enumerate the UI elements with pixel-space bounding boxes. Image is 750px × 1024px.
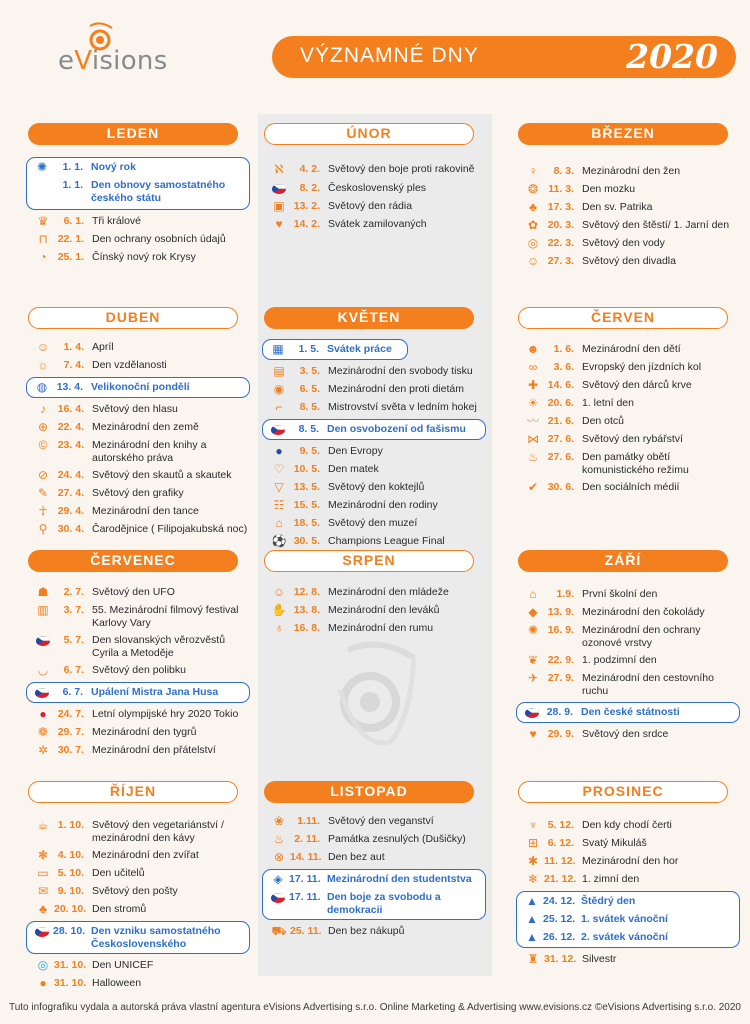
list-item: ◎ 22. 3. Světový den vody <box>512 237 746 250</box>
month-header: ÚNOR <box>264 123 474 145</box>
list-item: ♣ 20. 10. Den stromů <box>22 903 256 916</box>
list-item: 5. 7. Den slovanských věrozvěstů Cyrila a Metoděje <box>22 634 256 659</box>
hand-icon: ✋ <box>271 603 287 617</box>
snowflake-icon: ❄ <box>527 872 539 886</box>
month-brezen <box>512 123 746 273</box>
highlight-group <box>262 419 486 440</box>
list-item: ♣ 17. 3. Den sv. Patrika <box>512 201 746 214</box>
japan-flag-icon: ● <box>39 707 47 721</box>
bulb-icon: ☼ <box>37 358 49 372</box>
list-item: ⊓ 22. 1. Den ochrany osobních údajů <box>22 233 256 246</box>
flower-icon: ✿ <box>527 218 539 232</box>
chocolate-icon: ◆ <box>528 605 538 619</box>
eu-icon: ● <box>275 444 283 458</box>
theatre-icon: ☺ <box>526 254 540 268</box>
list-item: ❃ 4. 10. Mezinárodní den zvířat <box>22 849 256 862</box>
list-item: ⚲ 30. 4. Čarodějnice ( Filipojakubská noc) <box>22 523 256 536</box>
highlight-group <box>516 891 740 948</box>
month-header: LEDEN <box>28 123 238 145</box>
list-item: ● 24. 7. Letní olympijské hry 2020 Tokio <box>22 708 256 721</box>
list-item: ♨ 27. 6. Den památky obětí komunistického režimu <box>512 451 746 476</box>
list-item: ♥ 14. 2. Svátek zamilovaných <box>258 218 492 231</box>
copyright-icon: © <box>38 438 48 452</box>
lock-icon: ⊓ <box>38 232 48 246</box>
list-item: ♨ 2. 11. Památka zesnulých (Dušičky) <box>258 833 492 846</box>
list-item: ● 31. 10. Halloween <box>22 977 256 990</box>
month-zari <box>512 550 746 746</box>
coffee-icon: ☕ <box>37 818 49 832</box>
mic-icon: ♪ <box>40 402 46 416</box>
list-item: ⌂ 1.9. První školní den <box>512 588 746 601</box>
month-listopad <box>258 781 492 943</box>
cocktail-icon: ▽ <box>274 480 284 494</box>
month-srpen <box>258 550 492 640</box>
highlight-group <box>516 702 740 723</box>
list-item: ▦ 1. 5. Svátek práce <box>263 343 407 356</box>
logo-text: eVisions <box>58 46 168 76</box>
list-item: ☺ 27. 3. Světový den divadla <box>512 255 746 268</box>
list-item: ☷ 15. 5. Mezinárodní den rodiny <box>258 499 492 512</box>
highlight-group <box>26 377 250 398</box>
list-item: ☥ 29. 4. Mezinárodní den tance <box>22 505 256 518</box>
list-item: ▲ 26. 12. 2. svátek vánoční <box>517 931 739 944</box>
list-item: ◍ 13. 4. Velikonoční pondělí <box>27 381 249 394</box>
list-item: ⚽ 30. 5. Champions League Final <box>258 535 492 548</box>
newspaper-icon: ▤ <box>273 364 285 378</box>
flag-icon <box>267 891 289 904</box>
brain-icon: ❂ <box>527 182 539 196</box>
candle-icon: ♨ <box>527 450 539 464</box>
footer-copyright: Tuto infografiku vydala a autorská práva vlastní agentura eVisions Advertising s.r.o. Online Marketing & Advertising www.evisions.cz ©eVisions Advertising s.r.o. 2020 <box>8 1002 741 1013</box>
list-item: ❦ 22. 9. 1. podzimní den <box>512 654 746 667</box>
vegan-icon: ❀ <box>273 814 285 828</box>
paw-icon: ❃ <box>37 848 49 862</box>
year-label: 2020 <box>626 37 718 76</box>
month-header: ŘÍJEN <box>28 781 238 803</box>
list-item: ☗ 2. 7. Světový den UFO <box>22 586 256 599</box>
list-item: 1. 1. Den obnovy samostatného českého státu <box>62 179 226 204</box>
flag-icon <box>31 925 53 938</box>
calendar-icon: ▦ <box>272 342 284 356</box>
list-item: ▲ 25. 12. 1. svátek vánoční <box>517 913 739 926</box>
list-item: ✚ 14. 6. Světový den dárců krve <box>512 379 746 392</box>
list-item: 〰 21. 6. Den otců <box>512 415 746 428</box>
list-item: ♀ 8. 3. Mezinárodní den žen <box>512 165 746 178</box>
list-item: ⊕ 22. 4. Mezinárodní den země <box>22 421 256 434</box>
month-prosinec <box>512 781 746 971</box>
candle-icon: ♨ <box>273 832 285 846</box>
flag-icon <box>267 423 289 436</box>
list-item: ♁ 16. 8. Mezinárodní den rumu <box>258 622 492 635</box>
list-item: ☕ 1. 10. Světový den vegetariánství / mezinárodní den kávy <box>22 819 256 844</box>
list-item: ◔ 25. 1. Čínský nový rok Krysy <box>22 251 256 264</box>
list-item: ⊘ 24. 4. Světový den skautů a skautek <box>22 469 256 482</box>
list-item: 8. 5. Den osvobození od fašismu <box>263 423 485 436</box>
month-duben <box>22 307 256 541</box>
list-item: ▣ 13. 2. Světový den rádia <box>258 200 492 213</box>
watermark-logo-icon <box>330 640 420 750</box>
hockey-icon: ⌐ <box>275 400 283 414</box>
evisions-logo <box>58 22 198 78</box>
smile-icon: ☺ <box>36 340 50 354</box>
list-item: 6. 7. Upálení Mistra Jana Husa <box>27 686 249 699</box>
list-item: ☀ 20. 6. 1. letní den <box>512 397 746 410</box>
month-header: ZÁŘÍ <box>518 550 728 572</box>
crown-icon: ♛ <box>37 214 49 228</box>
list-item: ◆ 13. 9. Mezinárodní den čokolády <box>512 606 746 619</box>
rat-icon: ◔ <box>39 250 47 264</box>
month-rijen <box>22 781 256 995</box>
tiger-icon: ❁ <box>37 725 49 739</box>
list-item: ✺ 1. 1. Nový rok <box>27 161 249 174</box>
list-item: ✱ 11. 12. Mezinárodní den hor <box>512 855 746 868</box>
list-item: ❂ 11. 3. Den mozku <box>512 183 746 196</box>
page-title: VÝZNAMNÉ DNY <box>300 44 479 67</box>
list-item: ✔ 30. 6. Den sociálních médií <box>512 481 746 494</box>
list-item: ♡ 10. 5. Den matek <box>258 463 492 476</box>
school-icon: ⌂ <box>529 587 537 601</box>
flag-icon <box>268 182 290 195</box>
tree-icon: ♣ <box>39 902 47 916</box>
flag-icon <box>31 686 53 699</box>
list-item: ☻ 1. 6. Mezinárodní den dětí <box>512 343 746 356</box>
dancer-icon: ☥ <box>38 504 48 518</box>
car-icon: ⊗ <box>273 850 285 864</box>
list-item: ℵ 4. 2. Světový den boje proti rakovině <box>258 163 492 176</box>
month-header: SRPEN <box>264 550 474 572</box>
month-leden <box>22 123 256 269</box>
gift-icon: ⊞ <box>527 836 539 850</box>
lips-icon: ◡ <box>37 663 49 677</box>
list-item: ❄ 21. 12. 1. zimní den <box>512 873 746 886</box>
friends-icon: ✲ <box>37 743 49 757</box>
month-header: BŘEZEN <box>518 123 728 145</box>
pen-icon: ✎ <box>37 486 49 500</box>
xmas-tree-icon: ▲ <box>526 894 538 908</box>
list-item: ▤ 3. 5. Mezinárodní den svobody tisku <box>258 365 492 378</box>
list-item: ♆ 5. 12. Den kdy chodí čerti <box>512 819 746 832</box>
cart-icon: ⛟ <box>271 924 287 938</box>
heart-icon: ♥ <box>275 217 283 231</box>
witch-icon: ⚲ <box>38 522 48 536</box>
list-item: 17. 11. Den boje za svobodu a demokracii <box>263 891 485 916</box>
museum-icon: ⌂ <box>275 516 283 530</box>
list-item: ⊗ 14. 11. Den bez aut <box>258 851 492 864</box>
like-icon: ✔ <box>527 480 539 494</box>
list-item: ◎ 31. 10. Den UNICEF <box>22 959 256 972</box>
graduate-icon: ◈ <box>273 872 283 886</box>
pumpkin-icon: ● <box>39 976 47 990</box>
plane-icon: ✈ <box>527 671 539 685</box>
xmas-tree-icon: ▲ <box>526 930 538 944</box>
film-icon: ▥ <box>37 603 49 617</box>
list-item: ⊞ 6. 12. Svatý Mikuláš <box>512 837 746 850</box>
list-item: ✲ 30. 7. Mezinárodní den přátelství <box>22 744 256 757</box>
list-item: ▲ 24. 12. Štědrý den <box>517 895 739 908</box>
highlight-group <box>26 682 250 703</box>
list-item: ● 9. 5. Den Evropy <box>258 445 492 458</box>
list-item: © 23. 4. Mezinárodní den knihy a autorského práva <box>22 439 256 464</box>
family-icon: ☷ <box>273 498 285 512</box>
list-item: ❁ 29. 7. Mezinárodní den tygrů <box>22 726 256 739</box>
devil-icon: ♆ <box>528 818 538 832</box>
list-item: ✉ 9. 10. Světový den pošty <box>22 885 256 898</box>
list-item: ◈ 17. 11. Mezinárodní den studentstva <box>263 873 485 886</box>
month-header: PROSINEC <box>518 781 728 803</box>
highlight-group <box>262 869 486 920</box>
list-item: ⛟ 25. 11. Den bez nákupů <box>258 925 492 938</box>
month-header: ČERVEN <box>518 307 728 329</box>
compass-icon: ⊘ <box>37 468 49 482</box>
list-item: ✿ 20. 3. Světový den štěstí/ 1. Jarní den <box>512 219 746 232</box>
list-item: ▭ 5. 10. Den učitelů <box>22 867 256 880</box>
sun-icon: ☀ <box>527 396 539 410</box>
flag-icon <box>521 706 543 719</box>
water-icon: ◎ <box>527 236 539 250</box>
earth-icon: ⊕ <box>37 420 49 434</box>
month-header: ČERVENEC <box>28 550 238 572</box>
highlight-group <box>26 921 250 954</box>
flag-icon <box>32 634 54 647</box>
mountain-icon: ✱ <box>527 854 539 868</box>
month-header: LISTOPAD <box>264 781 474 803</box>
heart-icon: ♥ <box>529 727 537 741</box>
ozone-icon: ✺ <box>527 623 539 637</box>
list-item: 8. 2. Československý ples <box>258 182 492 195</box>
list-item: ∞ 3. 6. Evropský den jízdních kol <box>512 361 746 374</box>
donut-icon: ◉ <box>273 382 285 396</box>
mother-icon: ♡ <box>273 462 285 476</box>
cross-icon: ✚ <box>527 378 539 392</box>
list-item: ☼ 7. 4. Den vzdělanosti <box>22 359 256 372</box>
list-item: ▽ 13. 5. Světový den koktejlů <box>258 481 492 494</box>
teacher-icon: ▭ <box>37 866 49 880</box>
list-item: 28. 9. Den české státnosti <box>517 706 739 719</box>
ufo-icon: ☗ <box>37 585 49 599</box>
month-kveten <box>258 307 492 553</box>
list-item: ⌂ 18. 5. Světový den muzeí <box>258 517 492 530</box>
month-header: KVĚTEN <box>264 307 474 329</box>
child-icon: ☻ <box>526 342 540 356</box>
list-item: ♛ 6. 1. Tři králové <box>22 215 256 228</box>
title-bar <box>272 36 736 78</box>
list-item: ✈ 27. 9. Mezinárodní den cestovního ruchu <box>512 672 746 697</box>
list-item: ☺ 1. 4. Apríl <box>22 341 256 354</box>
list-item: ♥ 29. 9. Světový den srdce <box>512 728 746 741</box>
list-item: 28. 10. Den vzniku samostatného Československého <box>27 925 249 950</box>
highlight-group <box>26 157 250 210</box>
list-item: ◉ 6. 5. Mezinárodní den proti dietám <box>258 383 492 396</box>
clover-icon: ♣ <box>529 200 537 214</box>
bike-icon: ∞ <box>528 360 538 374</box>
radio-icon: ▣ <box>273 199 285 213</box>
list-item: ✋ 13. 8. Mezinárodní den leváků <box>258 604 492 617</box>
list-item: ☺ 12. 8. Mezinárodní den mládeže <box>258 586 492 599</box>
fish-icon: ⋈ <box>527 432 539 446</box>
month-unor <box>258 123 492 236</box>
champagne-icon: ♜ <box>527 952 539 966</box>
mustache-icon: 〰 <box>526 414 539 428</box>
youth-icon: ☺ <box>272 585 286 599</box>
list-item: ♜ 31. 12. Silvestr <box>512 953 746 966</box>
ribbon-icon: ℵ <box>274 162 284 176</box>
egg-icon: ◍ <box>36 380 48 394</box>
list-item: ⌐ 8. 5. Mistrovství světa v ledním hokej <box>258 401 492 414</box>
xmas-tree-icon: ▲ <box>526 912 538 926</box>
fireworks-icon: ✺ <box>36 160 48 174</box>
highlight-group <box>262 339 408 360</box>
ball-icon: ⚽ <box>271 534 287 548</box>
list-item: ♪ 16. 4. Světový den hlasu <box>22 403 256 416</box>
list-item: ▥ 3. 7. 55. Mezinárodní filmový festival Karlovy Vary <box>22 604 256 629</box>
bottle-icon: ♁ <box>274 621 284 635</box>
month-cervenec <box>22 550 256 762</box>
list-item: ❀ 1.11. Světový den veganství <box>258 815 492 828</box>
list-item: ✎ 27. 4. Světový den grafiky <box>22 487 256 500</box>
month-header: DUBEN <box>28 307 238 329</box>
mail-icon: ✉ <box>37 884 49 898</box>
unicef-icon: ◎ <box>37 958 49 972</box>
list-item: ✺ 16. 9. Mezinárodní den ochrany ozonové vrstvy <box>512 624 746 649</box>
month-cerven <box>512 307 746 499</box>
list-item: ⋈ 27. 6. Světový den rybářství <box>512 433 746 446</box>
female-icon: ♀ <box>528 164 538 178</box>
list-item: ◡ 6. 7. Světový den polibku <box>22 664 256 677</box>
leaf-icon: ❦ <box>527 653 539 667</box>
